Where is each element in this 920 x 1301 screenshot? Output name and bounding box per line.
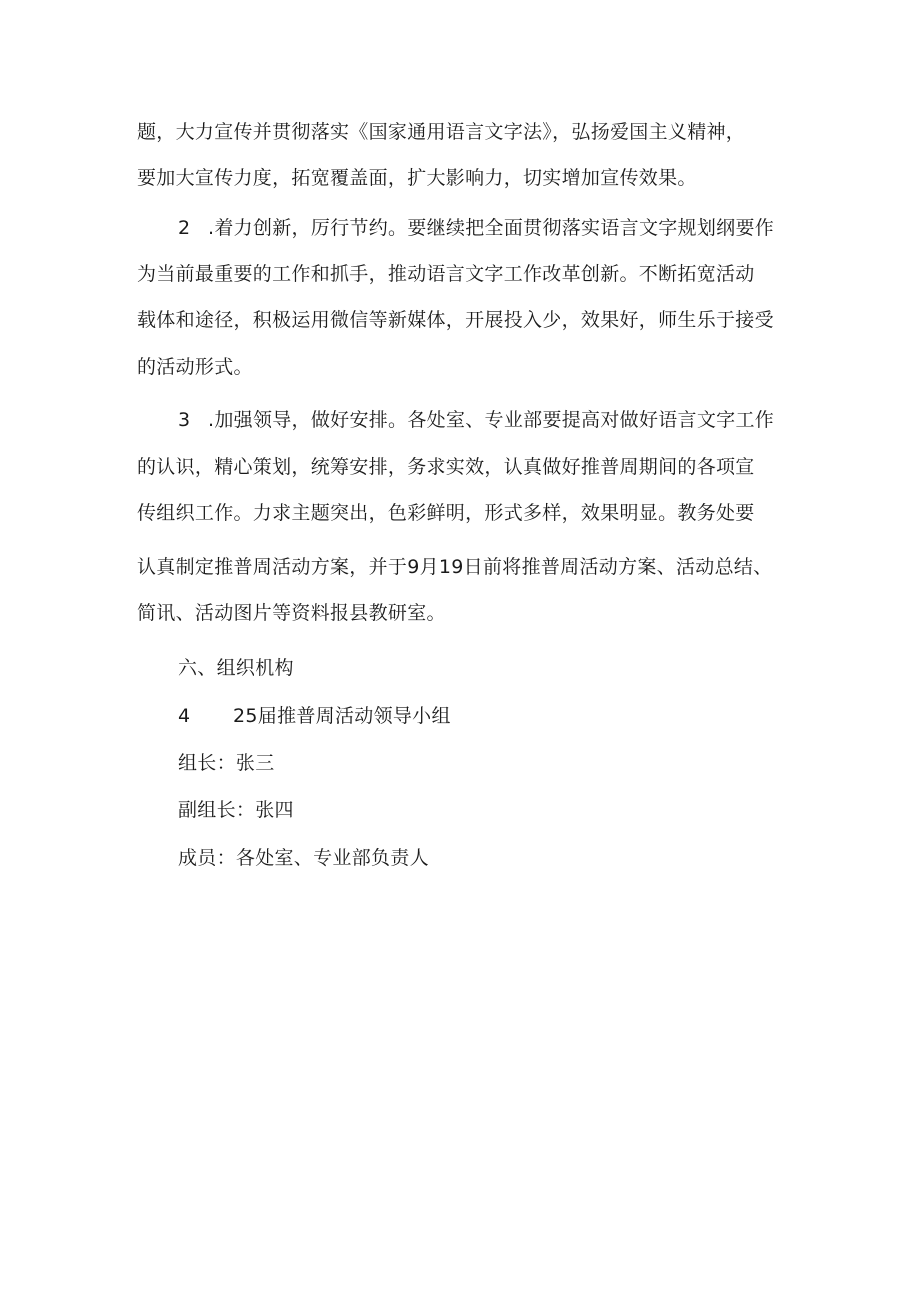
item3-line-5: 简讯、活动图片等资料报县教研室。 xyxy=(137,602,446,624)
item2-line-3: 载体和途径，积极运用微信等新媒体，开展投入少，效果好，师生乐于接受 xyxy=(137,309,774,331)
para1-line-2: 要加大宣传力度，拓宽覆盖面，扩大影响力，切实增加宣传效果。 xyxy=(137,167,697,189)
section6-leader: 组长：张三 xyxy=(178,752,275,774)
item3-line-2: 的认识，精心策划，统筹安排，务求实效，认真做好推普周期间的各项宣 xyxy=(137,456,755,478)
item2-line-4: 的活动形式。 xyxy=(137,356,253,378)
item3-line-4: 认真制定推普周活动方案，并于9月19日前将推普周活动方案、活动总结、 xyxy=(137,556,773,578)
section6-subtitle xyxy=(178,704,451,728)
item2-line-1 xyxy=(178,216,774,240)
section6-sub-title: 25届推普周活动领导小组 xyxy=(233,705,451,727)
item3-number: 3 xyxy=(178,409,191,431)
item2-text-1: .着力创新，厉行节约。要继续把全面贯彻落实语言文字规划纲要作 xyxy=(208,217,775,239)
section6-deputy: 副组长：张四 xyxy=(178,799,294,821)
section6-heading: 六、组织机构 xyxy=(178,657,294,679)
item2-number: 2 xyxy=(178,217,191,239)
para1-line-1: 题，大力宣传并贯彻落实《国家通用语言文字法》，弘扬爱国主义精神， xyxy=(137,121,746,143)
item3-line-1 xyxy=(178,408,774,432)
item3-line-3: 传组织工作。力求主题突出，色彩鲜明，形式多样，效果明显。教务处要 xyxy=(137,502,755,524)
section6-sub-number: 4 xyxy=(178,705,191,727)
item2-line-2: 为当前最重要的工作和抓手，推动语言文字工作改革创新。不断拓宽活动 xyxy=(137,263,755,285)
item3-text-1: .加强领导，做好安排。各处室、专业部要提高对做好语言文字工作 xyxy=(208,409,775,431)
section6-members: 成员：各处室、专业部负责人 xyxy=(178,847,429,869)
